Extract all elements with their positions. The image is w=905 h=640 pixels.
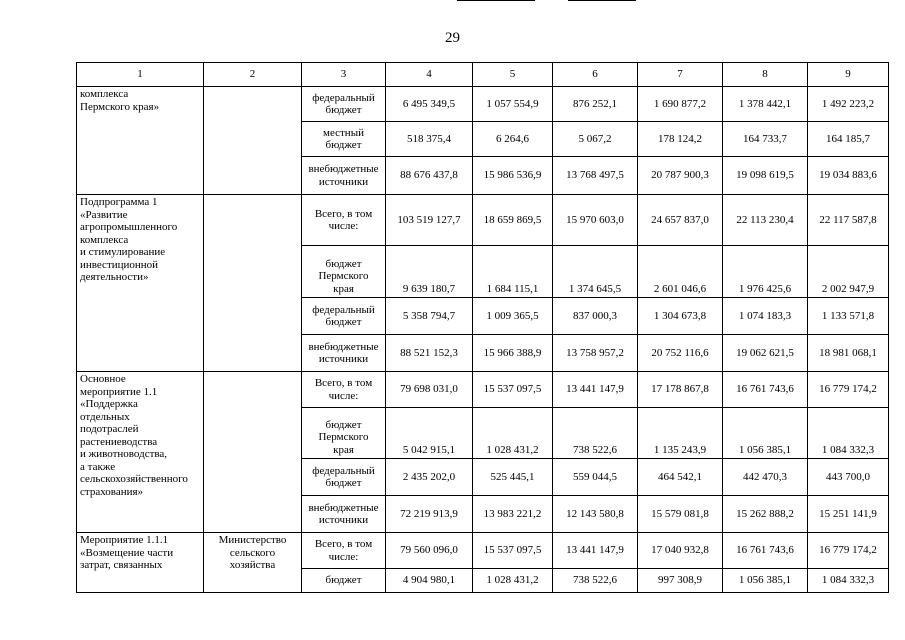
- column-number-8: 8: [723, 63, 808, 87]
- amount-cell-col-5: 15 537 097,5: [473, 533, 553, 569]
- amount-cell-col-5: 1 028 431,2: [473, 569, 553, 593]
- amount-cell-col-9: 19 034 883,6: [808, 157, 889, 195]
- amount-cell-col-5: 13 983 221,2: [473, 496, 553, 533]
- amount-cell-col-4: 5 042 915,1: [386, 408, 473, 459]
- amount-cell-col-6: 5 067,2: [553, 122, 638, 157]
- amount-cell-col-9: 1 084 332,3: [808, 408, 889, 459]
- funding-source-cell: Всего, в том числе:: [302, 533, 386, 569]
- amount-cell-col-4: 88 676 437,8: [386, 157, 473, 195]
- table-row: [77, 533, 889, 569]
- program-name-cell: Основное мероприятие 1.1 «Поддержка отдельных подотраслей растениеводства и животноводства, а также сельскохозяйственного страхования»: [77, 372, 204, 533]
- amount-cell-col-5: 15 966 388,9: [473, 335, 553, 372]
- amount-cell-col-6: 12 143 580,8: [553, 496, 638, 533]
- funding-source-cell: внебюджетные источники: [302, 496, 386, 533]
- amount-cell-col-7: 17 178 867,8: [638, 372, 723, 408]
- amount-cell-col-5: 18 659 869,5: [473, 195, 553, 246]
- amount-cell-col-8: 1 976 425,6: [723, 246, 808, 298]
- amount-cell-col-7: 178 124,2: [638, 122, 723, 157]
- column-number-1: 1: [77, 63, 204, 87]
- amount-cell-col-6: 13 758 957,2: [553, 335, 638, 372]
- amount-cell-col-5: 15 537 097,5: [473, 372, 553, 408]
- page-number: 29: [445, 30, 460, 46]
- amount-cell-col-6: 738 522,6: [553, 408, 638, 459]
- program-name-cell: комплекса Пермского края»: [77, 87, 204, 195]
- amount-cell-col-9: 1 133 571,8: [808, 298, 889, 335]
- column-number-9: 9: [808, 63, 889, 87]
- amount-cell-col-8: 16 761 743,6: [723, 533, 808, 569]
- amount-cell-col-4: 79 560 096,0: [386, 533, 473, 569]
- program-name-cell: Подпрограмма 1 «Развитие агропромышленного комплекса и стимулирование инвестиционной деятельности»: [77, 195, 204, 372]
- funding-source-cell: внебюджетные источники: [302, 335, 386, 372]
- amount-cell-col-9: 1 084 332,3: [808, 569, 889, 593]
- amount-cell-col-7: 15 579 081,8: [638, 496, 723, 533]
- amount-cell-col-8: 164 733,7: [723, 122, 808, 157]
- top-rule-right: [568, 0, 636, 1]
- amount-cell-col-5: 1 028 431,2: [473, 408, 553, 459]
- amount-cell-col-5: 6 264,6: [473, 122, 553, 157]
- amount-cell-col-6: 15 970 603,0: [553, 195, 638, 246]
- amount-cell-col-5: 1 009 365,5: [473, 298, 553, 335]
- amount-cell-col-7: 2 601 046,6: [638, 246, 723, 298]
- funding-source-cell: федеральный бюджет: [302, 298, 386, 335]
- amount-cell-col-7: 24 657 837,0: [638, 195, 723, 246]
- program-name-cell: Мероприятие 1.1.1 «Возмещение части затрат, связанных: [77, 533, 204, 593]
- amount-cell-col-7: 17 040 932,8: [638, 533, 723, 569]
- amount-cell-col-9: 16 779 174,2: [808, 533, 889, 569]
- amount-cell-col-8: 19 062 621,5: [723, 335, 808, 372]
- funding-source-cell: бюджет: [302, 569, 386, 593]
- amount-cell-col-6: 738 522,6: [553, 569, 638, 593]
- funding-source-cell: бюджет Пермского края: [302, 408, 386, 459]
- column-number-3: 3: [302, 63, 386, 87]
- column-number-row: [77, 63, 889, 87]
- amount-cell-col-6: 13 441 147,9: [553, 372, 638, 408]
- column-number-4: 4: [386, 63, 473, 87]
- amount-cell-col-6: 876 252,1: [553, 87, 638, 122]
- amount-cell-col-8: 19 098 619,5: [723, 157, 808, 195]
- amount-cell-col-8: 1 074 183,3: [723, 298, 808, 335]
- amount-cell-col-5: 1 684 115,1: [473, 246, 553, 298]
- column-number-6: 6: [553, 63, 638, 87]
- amount-cell-col-6: 559 044,5: [553, 459, 638, 496]
- executor-cell: Министерство сельского хозяйства: [204, 533, 302, 593]
- column-number-5: 5: [473, 63, 553, 87]
- funding-source-cell: федеральный бюджет: [302, 87, 386, 122]
- amount-cell-col-8: 442 470,3: [723, 459, 808, 496]
- executor-cell: [204, 195, 302, 372]
- amount-cell-col-4: 103 519 127,7: [386, 195, 473, 246]
- amount-cell-col-4: 6 495 349,5: [386, 87, 473, 122]
- executor-cell: [204, 372, 302, 533]
- amount-cell-col-9: 15 251 141,9: [808, 496, 889, 533]
- table-row: [77, 87, 889, 122]
- amount-cell-col-4: 72 219 913,9: [386, 496, 473, 533]
- executor-cell: [204, 87, 302, 195]
- amount-cell-col-6: 13 441 147,9: [553, 533, 638, 569]
- amount-cell-col-9: 22 117 587,8: [808, 195, 889, 246]
- amount-cell-col-8: 15 262 888,2: [723, 496, 808, 533]
- amount-cell-col-6: 837 000,3: [553, 298, 638, 335]
- budget-table-body: [77, 63, 889, 593]
- amount-cell-col-7: 1 304 673,8: [638, 298, 723, 335]
- funding-source-cell: внебюджетные источники: [302, 157, 386, 195]
- amount-cell-col-4: 5 358 794,7: [386, 298, 473, 335]
- amount-cell-col-7: 1 690 877,2: [638, 87, 723, 122]
- amount-cell-col-7: 464 542,1: [638, 459, 723, 496]
- funding-source-cell: бюджет Пермского края: [302, 246, 386, 298]
- budget-table: [76, 62, 889, 593]
- amount-cell-col-5: 525 445,1: [473, 459, 553, 496]
- column-number-2: 2: [204, 63, 302, 87]
- amount-cell-col-9: 1 492 223,2: [808, 87, 889, 122]
- table-row: [77, 195, 889, 246]
- amount-cell-col-4: 88 521 152,3: [386, 335, 473, 372]
- amount-cell-col-4: 2 435 202,0: [386, 459, 473, 496]
- amount-cell-col-9: 443 700,0: [808, 459, 889, 496]
- amount-cell-col-9: 2 002 947,9: [808, 246, 889, 298]
- amount-cell-col-4: 79 698 031,0: [386, 372, 473, 408]
- table-row: [77, 372, 889, 408]
- top-rule-left: [457, 0, 535, 1]
- amount-cell-col-9: 16 779 174,2: [808, 372, 889, 408]
- amount-cell-col-8: 22 113 230,4: [723, 195, 808, 246]
- amount-cell-col-7: 20 787 900,3: [638, 157, 723, 195]
- amount-cell-col-5: 1 057 554,9: [473, 87, 553, 122]
- amount-cell-col-7: 1 135 243,9: [638, 408, 723, 459]
- funding-source-cell: Всего, в том числе:: [302, 195, 386, 246]
- funding-source-cell: Всего, в том числе:: [302, 372, 386, 408]
- amount-cell-col-4: 518 375,4: [386, 122, 473, 157]
- amount-cell-col-8: 1 378 442,1: [723, 87, 808, 122]
- amount-cell-col-7: 997 308,9: [638, 569, 723, 593]
- amount-cell-col-9: 18 981 068,1: [808, 335, 889, 372]
- funding-source-cell: федеральный бюджет: [302, 459, 386, 496]
- amount-cell-col-4: 4 904 980,1: [386, 569, 473, 593]
- amount-cell-col-9: 164 185,7: [808, 122, 889, 157]
- funding-source-cell: местный бюджет: [302, 122, 386, 157]
- column-number-7: 7: [638, 63, 723, 87]
- amount-cell-col-5: 15 986 536,9: [473, 157, 553, 195]
- amount-cell-col-8: 1 056 385,1: [723, 408, 808, 459]
- amount-cell-col-8: 16 761 743,6: [723, 372, 808, 408]
- amount-cell-col-6: 13 768 497,5: [553, 157, 638, 195]
- amount-cell-col-7: 20 752 116,6: [638, 335, 723, 372]
- amount-cell-col-6: 1 374 645,5: [553, 246, 638, 298]
- amount-cell-col-4: 9 639 180,7: [386, 246, 473, 298]
- amount-cell-col-8: 1 056 385,1: [723, 569, 808, 593]
